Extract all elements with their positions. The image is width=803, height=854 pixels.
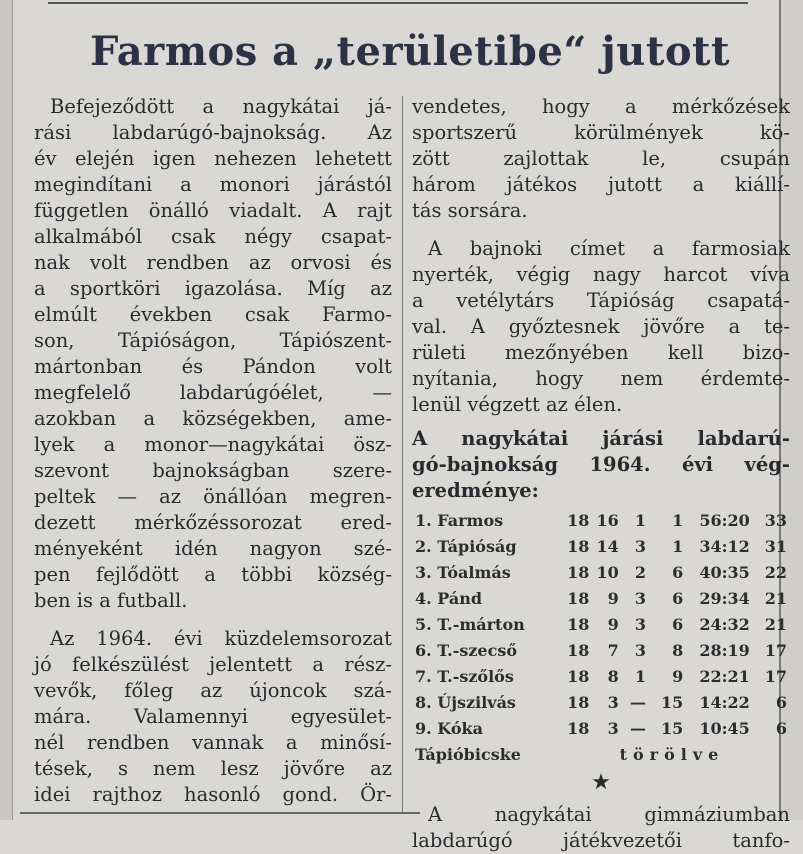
points-cell: 17 [764,641,787,660]
table-row [412,586,790,612]
goals-cell: 24:32 [699,615,750,634]
wins-cell: 14 [596,537,619,556]
losses-cell: 6 [672,615,684,634]
text-line: vendetes, hogy a mérkőzések [412,95,790,118]
table-row [412,716,790,742]
points-cell: 21 [764,589,787,608]
text-line: jó felkészülést jelentett a rész- [34,653,392,676]
team-name: 7. T.-szőlős [415,667,514,686]
deleted-team-row [412,742,790,768]
points-cell: 22 [764,563,787,582]
text-line: lyek a monor—nagykátai ösz- [34,433,392,456]
goals-cell: 10:45 [699,719,750,738]
table-row [412,638,790,664]
table-row [412,560,790,586]
losses-cell: 9 [672,667,684,686]
played-cell: 18 [567,537,590,556]
draws-cell: 3 [634,615,647,634]
text-line: pen fejlődött a többi község- [34,563,392,586]
text-line: idei rajthoz hasonló gond. Ör- [34,783,392,806]
draws-cell: — [630,693,647,712]
wins-cell: 3 [607,693,619,712]
team-name: 4. Pánd [415,589,483,608]
wins-cell: 16 [596,511,619,530]
played-cell: 18 [567,693,590,712]
left-column [34,94,392,808]
losses-cell: 15 [660,719,684,738]
losses-cell: 8 [672,641,684,660]
table-row [412,508,790,534]
team-name: 9. Kóka [415,719,483,738]
top-rule [48,2,748,4]
results-table [412,508,790,768]
played-cell: 18 [567,563,590,582]
text-line: a vetélytárs Tápióság csapatá- [412,289,790,312]
text-line: tás sorsára. [412,199,528,222]
wins-cell: 10 [596,563,619,582]
losses-cell: 1 [672,511,684,530]
team-name: 1. Farmos [415,511,504,530]
points-cell: 6 [775,693,787,712]
draws-cell: 2 [634,563,647,582]
losses-cell: 6 [672,563,684,582]
text-line: alkalmából csak négy csapat- [34,225,392,248]
text-line: peltek — az önállóan megren- [34,485,392,508]
table-row [412,690,790,716]
right-column-text [412,94,790,418]
text-line: vevők, főleg az újoncok szá- [34,679,392,702]
text-line: rületi mezőnyében kell bizo- [412,341,790,364]
losses-cell: 15 [660,693,684,712]
team-name: 5. T.-márton [415,615,525,634]
text-line: son, Tápióságon, Tápiószent- [34,329,392,352]
text-line: nyerték, végig nagy harcot víva [412,263,790,286]
deleted-status: törölve [619,745,725,764]
text-line: év elején igen nehezen lehetett [34,147,392,170]
text-line: A bajnoki címet a farmosiak [428,237,790,260]
next-article-text [412,802,790,854]
paragraph-gap [412,224,790,236]
text-line: eredménye: [412,479,539,502]
text-line: rási labdarúgó-bajnokság. Az [34,121,392,144]
draws-cell: 1 [634,667,647,686]
text-line: szevont bajnokságban szere- [34,459,392,482]
text-line: A nagykátai gimnáziumban [428,803,790,826]
text-line: mártonban és Pándon volt [34,355,392,378]
points-cell: 33 [764,511,787,530]
text-line: mára. Valamennyi egyesület- [34,705,392,728]
played-cell: 18 [567,615,590,634]
text-line: lenül végzett az élen. [412,393,623,416]
text-line: nyítania, hogy nem érdemte- [412,367,790,390]
text-line: azokban a községekben, ame- [34,407,392,430]
text-line: a sportköri igazolása. Míg az [34,277,392,300]
draws-cell: 3 [634,641,647,660]
text-line: sportszerű körülmények kö- [412,121,790,144]
draws-cell: 3 [634,537,647,556]
points-cell: 6 [775,719,787,738]
text-line: ményeként idén nagyon szé- [34,537,392,560]
draws-cell: 1 [634,511,647,530]
column-divider [402,96,403,814]
team-name: 3. Tóalmás [415,563,511,582]
text-line: val. A győztesnek jövőre a te- [412,315,790,338]
team-name: Tápióbicske [415,745,521,764]
page-left-edge [0,0,13,820]
text-line: dezett mérkőzéssorozat ered- [34,511,392,534]
bottom-rule [20,812,420,814]
text-line: Befejeződött a nagykátai já- [50,95,392,118]
points-cell: 17 [764,667,787,686]
points-cell: 31 [764,537,787,556]
wins-cell: 9 [607,615,619,634]
text-line: független önálló viadalt. A rajt [34,199,392,222]
draws-cell: — [630,719,647,738]
played-cell: 18 [567,719,590,738]
played-cell: 18 [567,641,590,660]
wins-cell: 9 [607,589,619,608]
text-line: három játékos jutott a kiállí- [412,173,790,196]
team-name: 2. Tápióság [415,537,517,556]
text-line: labdarúgó játékvezetői tanfo- [412,829,790,852]
team-name: 6. T.-szecső [415,641,518,660]
played-cell: 18 [567,667,590,686]
played-cell: 18 [567,511,590,530]
wins-cell: 7 [607,641,619,660]
text-line: megindítani a monori járástól [34,173,392,196]
goals-cell: 34:12 [699,537,750,556]
text-line: ben is a futball. [34,589,188,612]
goals-cell: 28:19 [699,641,750,660]
draws-cell: 3 [634,589,647,608]
losses-cell: 1 [672,537,684,556]
right-column [412,94,790,854]
separator-star-icon: ★ [591,770,611,795]
wins-cell: 3 [607,719,619,738]
table-row [412,664,790,690]
table-row [412,534,790,560]
results-table-title [412,426,790,504]
losses-cell: 6 [672,589,684,608]
played-cell: 18 [567,589,590,608]
text-line: tések, s nem lesz jövőre az [34,757,392,780]
table-row [412,612,790,638]
points-cell: 21 [764,615,787,634]
goals-cell: 56:20 [699,511,750,530]
text-line: A nagykátai járási labdarú- [412,427,790,450]
text-line: nak volt rendben az orvosi és [34,251,392,274]
goals-cell: 40:35 [699,563,750,582]
wins-cell: 8 [607,667,619,686]
goals-cell: 22:21 [699,667,750,686]
text-line: gó-bajnokság 1964. évi vég- [412,453,790,476]
text-line: Az 1964. évi küzdelemsorozat [50,627,392,650]
text-line: zött zajlottak le, csupán [412,147,790,170]
text-line: megfelelő labdarúgóélet, — [34,381,392,404]
team-name: 8. Újszilvás [415,693,516,712]
article-headline: Farmos a „területibe“ jutott [90,28,730,75]
paragraph-gap [34,614,392,626]
goals-cell: 29:34 [699,589,750,608]
goals-cell: 14:22 [699,693,750,712]
text-line: elmúlt években csak Farmo- [34,303,392,326]
text-line: nél rendben vannak a minősí- [34,731,392,754]
